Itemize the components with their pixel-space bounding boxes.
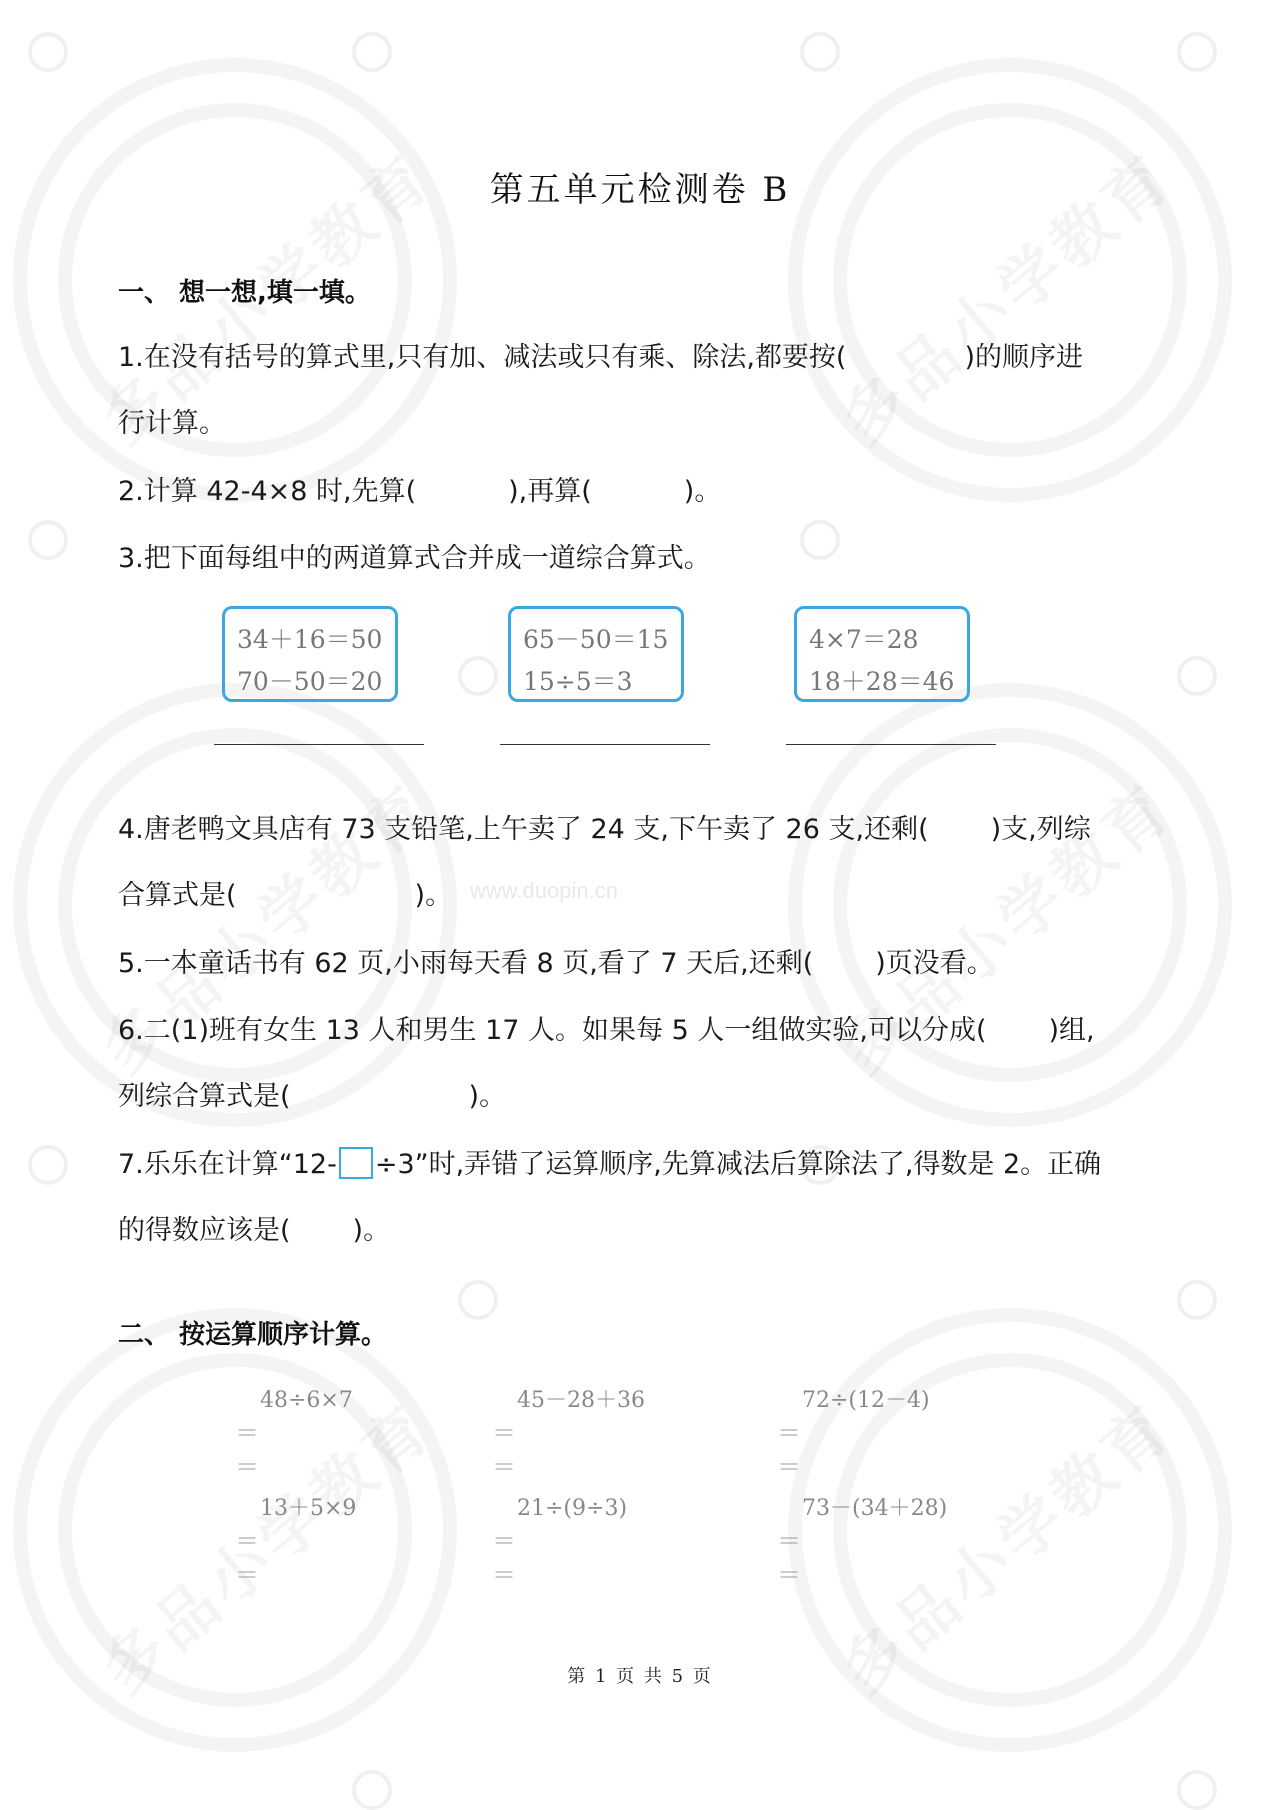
question-7-line1: 7.乐乐在计算“12- ÷3”时,弄错了运算顺序,先算减法后算除法了,得数是 2。正确 (118, 1149, 1102, 1180)
calc-problem-2 (492, 1386, 645, 1484)
equals-sign: ＝ (492, 1419, 516, 1447)
question-5: 5.一本童话书有 62 页,小雨每天看 8 页,看了 7 天后,还剩( )页没看。 (118, 948, 994, 979)
equals-sign: ＝ (235, 1419, 259, 1447)
equals-sign: ＝ (777, 1527, 801, 1555)
equals-sign: ＝ (492, 1527, 516, 1555)
calc-expression: 72÷(12－4) (802, 1388, 930, 1413)
equation: 34＋16＝50 (237, 625, 383, 654)
question-1-line1: 1.在没有括号的算式里,只有加、减法或只有乘、除法,都要按( )的顺序进 (118, 342, 1084, 373)
question-4-line1: 4.唐老鸭文具店有 73 支铅笔,上午卖了 24 支,下午卖了 26 支,还剩( )支,列综 (118, 814, 1091, 845)
calc-problem-5 (492, 1494, 627, 1592)
calc-problem-6 (777, 1494, 947, 1592)
blank-box[interactable] (339, 1147, 373, 1179)
question-7-line2: 的得数应该是( )。 (118, 1215, 391, 1246)
equation-group-3 (794, 606, 970, 702)
question-4-line2: 合算式是( )。 (118, 880, 453, 911)
equals-sign: ＝ (777, 1419, 801, 1447)
question-3: 3.把下面每组中的两道算式合并成一道综合算式。 (118, 543, 711, 574)
equation: 18＋28＝46 (809, 667, 955, 696)
calc-expression: 48÷6×7 (260, 1388, 353, 1413)
calc-expression: 73－(34＋28) (802, 1496, 948, 1521)
calc-expression: 21÷(9÷3) (517, 1496, 628, 1521)
watermark-url: www.duopin.cn (470, 878, 618, 903)
question-2: 2.计算 42-4×8 时,先算( ),再算( )。 (118, 476, 722, 507)
question-6-line2: 列综合算式是( )。 (118, 1081, 507, 1112)
section2-heading: 二、 按运算顺序计算。 (118, 1320, 388, 1350)
equals-sign: ＝ (492, 1561, 516, 1589)
question-1-line2: 行计算。 (118, 408, 226, 439)
answer-line-3[interactable] (786, 744, 996, 745)
answer-line-2[interactable] (500, 744, 710, 745)
section1-heading: 一、 想一想,填一填。 (118, 278, 371, 308)
calc-problem-4 (235, 1494, 356, 1592)
equation: 65－50＝15 (523, 625, 669, 654)
equation: 70－50＝20 (237, 667, 383, 696)
equation: 4×7＝28 (809, 625, 919, 654)
equation-group-1 (222, 606, 398, 702)
calc-problem-3 (777, 1386, 930, 1484)
calc-expression: 13＋5×9 (260, 1496, 357, 1521)
equation-group-2 (508, 606, 684, 702)
calc-expression: 45－28＋36 (517, 1388, 645, 1413)
page-title: 第五单元检测卷 B (489, 170, 791, 210)
equals-sign: ＝ (235, 1561, 259, 1589)
calc-problem-1 (235, 1386, 353, 1484)
equals-sign: ＝ (777, 1453, 801, 1481)
equation: 15÷5＝3 (523, 667, 633, 696)
equals-sign: ＝ (777, 1561, 801, 1589)
question-6-line1: 6.二(1)班有女生 13 人和男生 17 人。如果每 5 人一组做实验,可以分成( )组, (118, 1015, 1095, 1046)
equals-sign: ＝ (235, 1453, 259, 1481)
page-number: 第 1 页 共 5 页 (567, 1666, 713, 1687)
equals-sign: ＝ (492, 1453, 516, 1481)
equals-sign: ＝ (235, 1527, 259, 1555)
answer-line-1[interactable] (214, 744, 424, 745)
